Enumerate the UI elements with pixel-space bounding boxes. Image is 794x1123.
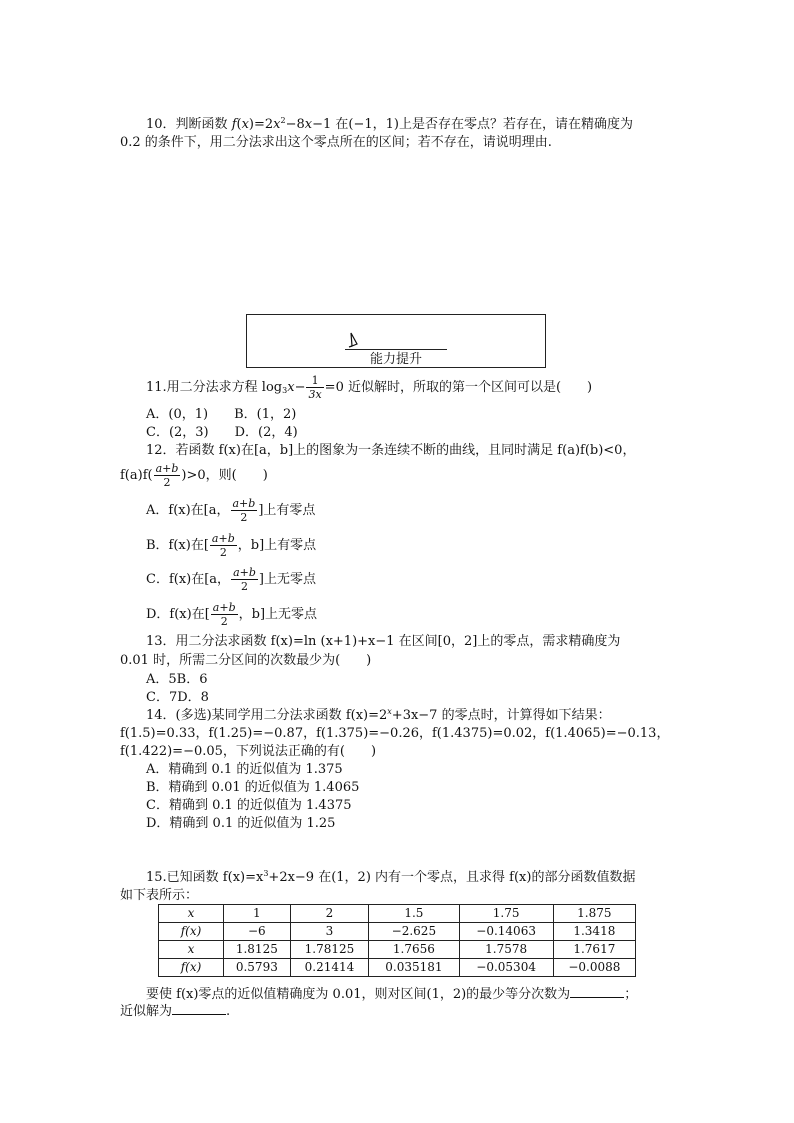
section-underline bbox=[345, 349, 447, 350]
q11-fraction: $\frac{1}{3x}$ bbox=[308, 374, 322, 401]
q15-line-1: 15.已知函数 $f(x)=x^3+2x-9$ 在(1，2) 内有一个零点，且求得 f(x)的部分函数值数据 bbox=[146, 869, 636, 885]
q12-stem-1: 12．若函数 f(x)在[a，b]上的图象为一条连续不断的曲线，且同时满足 f(a)f(b)<0， bbox=[146, 443, 636, 458]
q12-option-a: A．f(x)在[a， $\frac{a+b}{2}$ ]上有零点 bbox=[146, 497, 316, 524]
q14-option-c: C．精确到 0.1 的近似值为 1.4375 bbox=[146, 798, 352, 813]
q13-line-2: 0.01 时，所需二分区间的次数最少为( ) bbox=[120, 653, 372, 668]
q12-option-d: D．f(x)在[ $\frac{a+b}{2}$ ，b]上无零点 bbox=[146, 601, 318, 628]
q11-options-ab: A．(0，1) B．(1，2) bbox=[146, 407, 297, 422]
x-symbol: x bbox=[241, 117, 249, 132]
table-row: f(x) −6 3 −2.625 −0.14063 1.3418 bbox=[159, 923, 636, 941]
q12-stem-2: f(a)f( $\frac{a+b}{2}$ )>0，则( ) bbox=[120, 462, 268, 489]
q12-option-b: B．f(x)在[ $\frac{a+b}{2}$ ，b]上有零点 bbox=[146, 532, 317, 559]
q12-option-c: C．f(x)在[a， $\frac{a+b}{2}$ ]上无零点 bbox=[146, 566, 316, 593]
q14-option-a: A．精确到 0.1 的近似值为 1.375 bbox=[146, 762, 343, 777]
table-row: x 1 2 1.5 1.75 1.875 bbox=[159, 905, 636, 923]
q15-line-2: 如下表所示： bbox=[120, 888, 199, 903]
q13-line-1: 13．用二分法求函数 f(x)=ln (x+1)+x−1 在区间[0，2]上的零点，需求精确度为 bbox=[146, 634, 621, 649]
answer-blank-2[interactable] bbox=[172, 1002, 226, 1015]
q11-stem: 11.用二分法求方程 $\log_3x-$ $\frac{1}{3x}$ =0 近似解时，所取的第一个区间可以是( ) bbox=[146, 374, 593, 401]
q11-options-cd: C．(2，3) D．(2，4) bbox=[146, 425, 298, 440]
section-title: 能力提升 bbox=[369, 352, 422, 367]
q14-line-3: f(1.422)=−0.05，下列说法正确的有( ) bbox=[120, 744, 377, 759]
q10-line-2: 0.2 的条件下，用二分法求出这个零点所在的区间；若不存在，请说明理由. bbox=[120, 135, 552, 150]
q13-options-cd: C．7D．8 bbox=[146, 690, 209, 705]
pencil-icon bbox=[348, 332, 362, 348]
q14-line-1: 14．(多选)某同学用二分法求函数 $f(x)=2^x+3x-7$ 的零点时，计算得如下结果： bbox=[146, 707, 611, 723]
f-symbol: f bbox=[231, 117, 237, 132]
q10-line-1: 10．判断函数 $f(x)=2x^2-8x-1$ 在(−1，1)上是否存在零点？若存在，请在精确度为 bbox=[146, 116, 633, 132]
q12-fraction: $\frac{a+b}{2}$ bbox=[155, 462, 179, 489]
section-header-box bbox=[246, 314, 546, 368]
table-row: x 1.8125 1.78125 1.7656 1.7578 1.7617 bbox=[159, 941, 636, 959]
q14-option-b: B．精确到 0.01 的近似值为 1.4065 bbox=[146, 780, 360, 795]
q15-after-line-2: 近似解为 . bbox=[120, 1004, 231, 1019]
q14-line-2: f(1.5)=0.33，f(1.25)=−0.87，f(1.375)=−0.26，f(1.4375)=0.02，f(1.4065)=−0.13， bbox=[120, 726, 670, 741]
q15-after-line-1: 要使 f(x)零点的近似值精确度为 0.01，则对区间(1，2)的最少等分次数为 ； bbox=[146, 987, 638, 1002]
table-row: f(x) 0.5793 0.21414 0.035181 −0.05304 −0.0088 bbox=[159, 959, 636, 977]
q15-value-table bbox=[158, 904, 636, 977]
answer-blank-1[interactable] bbox=[570, 985, 624, 998]
q14-option-d: D．精确到 0.1 的近似值为 1.25 bbox=[146, 816, 336, 831]
q13-options-ab: A．5B．6 bbox=[146, 672, 208, 687]
